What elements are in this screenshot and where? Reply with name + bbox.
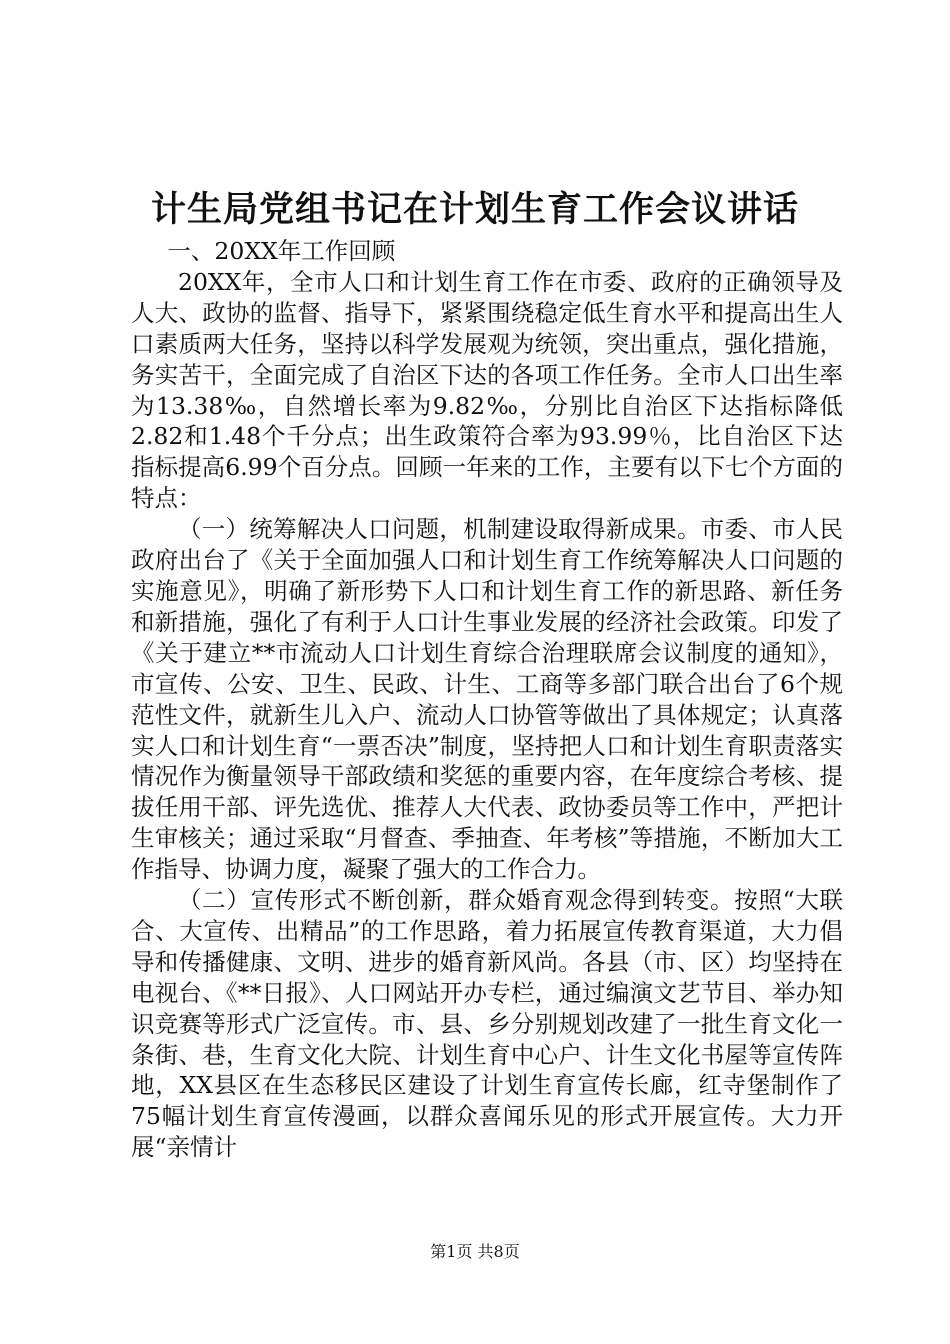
document-body bbox=[131, 236, 843, 1163]
body-paragraph: 20XX年，全市人口和计划生育工作在市委、政府的正确领导及人大、政协的监督、指导下，紧紧围绕稳定低生育水平和提高出生人口素质两大任务，坚持以科学发展观为统领，突出重点，强化措施，务实苦干，全面完成了自治区下达的各项工作任务。全市人口出生率为13.38‰，自然增长率为9.82‰，分别比自治区下达指标降低2.82和1.48个千分点；出生政策符合率为93.99％，比自治区下达指标提高6.99个百分点。回顾一年来的工作，主要有以下七个方面的特点： bbox=[131, 267, 843, 513]
section-heading: 一、20XX年工作回顾 bbox=[167, 237, 396, 265]
document-title: 计生局党组书记在计划生育工作会议讲话 bbox=[150, 189, 799, 230]
body-paragraph: （二）宣传形式不断创新，群众婚育观念得到转变。按照“大联合、大宣传、出精品”的工作思路，着力拓展宣传教育渠道，大力倡导和传播健康、文明、进步的婚育新风尚。各县（市、区）均坚持在电视台、《**日报》、人口网站开办专栏，通过编演文艺节目、举办知识竞赛等形式广泛宣传。市、县、乡分别规划改建了一批生育文化一条街、巷，生育文化大院、计划生育中心户、计生文化书屋等宣传阵地，XX县区在生态移民区建设了计划生育宣传长廊，红寺堡制作了75幅计划生育宣传漫画，以群众喜闻乐见的形式开展宣传。大力开展“亲情计 bbox=[131, 886, 843, 1162]
body-paragraph: （一）统筹解决人口问题，机制建设取得新成果。市委、市人民政府出台了《关于全面加强人口和计划生育工作统筹解决人口问题的实施意见》，明确了新形势下人口和计划生育工作的新思路、新任务和新措施，强化了有利于人口计生事业发展的经济社会政策。印发了《关于建立**市流动人口计划生育综合治理联席会议制度的通知》，市宣传、公安、卫生、民政、计生、工商等多部门联合出台了6个规范性文件，就新生儿入户、流动人口协管等做出了具体规定；认真落实人口和计划生育“一票否决”制度，坚持把人口和计划生育职责落实情况作为衡量领导干部政绩和奖惩的重要内容，在年度综合考核、提拔任用干部、评先选优、推荐人大代表、政协委员等工作中，严把计生审核关；通过采取“月督查、季抽查、年考核”等措施，不断加大工作指导、协调力度，凝聚了强大的工作合力。 bbox=[131, 515, 843, 884]
page-footer: 第1页 共8页 bbox=[430, 1242, 520, 1261]
